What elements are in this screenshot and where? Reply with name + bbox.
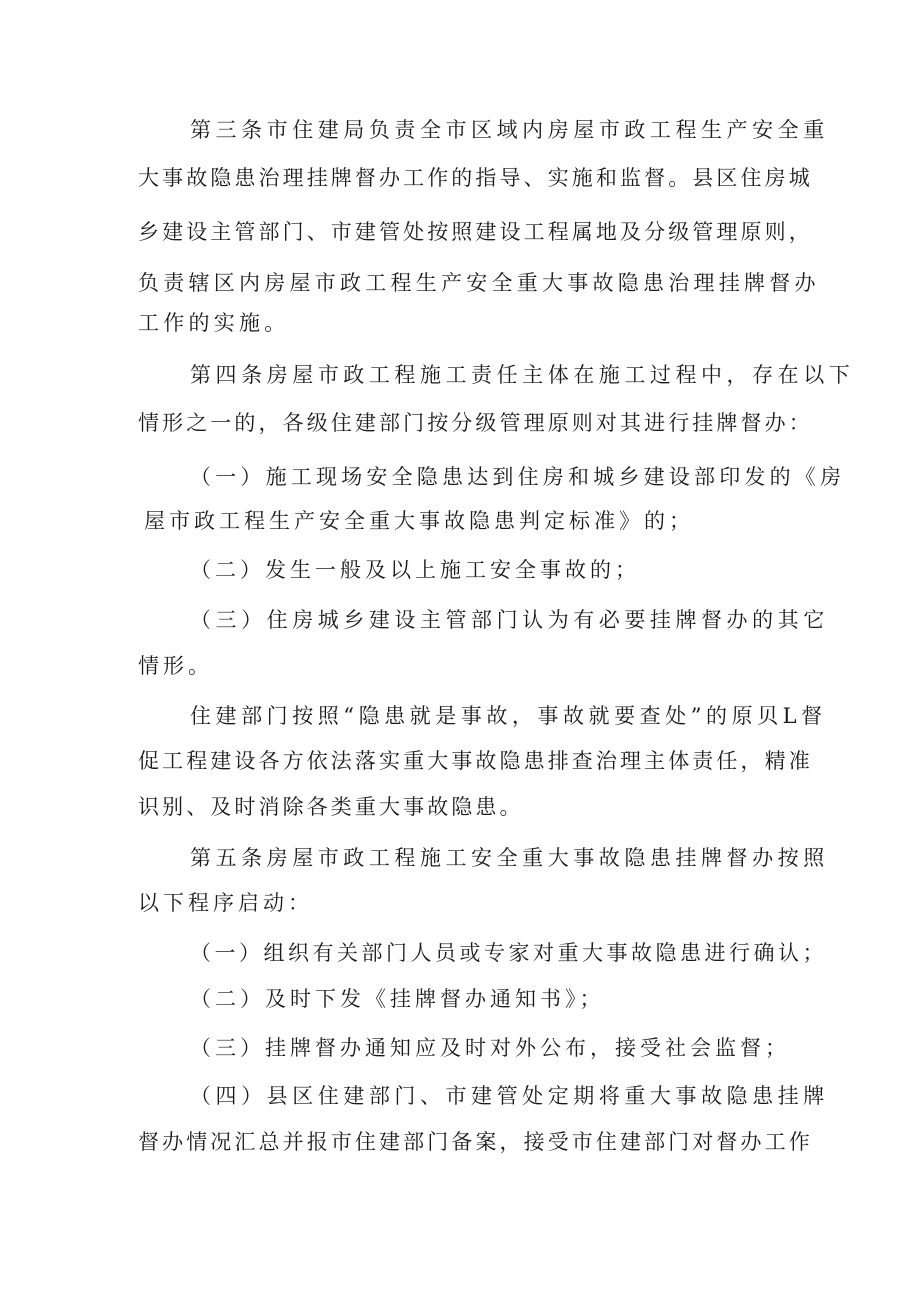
text-line: （四）县区住建部门、市建管处定期将重大事故隐患挂牌 (190, 1084, 829, 1108)
text-line: （一）组织有关部门人员或专家对重大事故隐患进行确认； (190, 941, 827, 965)
text-line: （二）发生一般及以上施工安全事故的； (190, 558, 640, 582)
text-line: 以下程序启动： (138, 891, 313, 915)
text-line: 第五条房屋市政工程施工安全重大事故隐患挂牌督办按照 (190, 846, 829, 870)
text-line: 情形。 (138, 654, 213, 678)
text-line: 大事故隐患治理挂牌督办工作的指导、实施和监督。县区住房城 (138, 166, 813, 190)
text-line: 督办情况汇总并报市住建部门备案，接受市住建部门对督办工作 (138, 1130, 813, 1154)
text-line: 住建部门按照“隐患就是事故，事故就要查处”的原贝L督 (190, 704, 827, 728)
text-line: 第四条房屋市政工程施工责任主体在施工过程中，存在以下 (190, 363, 855, 387)
text-line: 屋市政工程生产安全重大事故隐患判定标准》的； (144, 509, 694, 533)
text-line: 第三条市住建局负责全市区域内房屋市政工程生产安全重 (190, 118, 829, 142)
text-line: （二）及时下发《挂牌督办通知书》； (190, 987, 605, 1011)
text-line: （三）住房城乡建设主管部门认为有必要挂牌督办的其它 (190, 608, 829, 632)
text-line: 负责辖区内房屋市政工程生产安全重大事故隐患治理挂牌督办 (138, 271, 820, 295)
text-line: 乡建设主管部门、市建管处按照建设工程属地及分级管理原则， (138, 220, 813, 244)
text-line: 促工程建设各方依法落实重大事故隐患排查治理主体责任，精准 (138, 749, 813, 773)
text-line: （三）挂牌督办通知应及时对外公布，接受社会监督； (190, 1036, 790, 1060)
text-line: 工作的实施。 (138, 311, 290, 335)
text-line: （一）施工现场安全隐患达到住房和城乡建设部印发的《房 (190, 465, 846, 489)
text-line: 识别、及时消除各类重大事故隐患。 (138, 795, 524, 819)
text-line: 情形之一的，各级住建部门按分级管理原则对其进行挂牌督办： (138, 411, 813, 435)
